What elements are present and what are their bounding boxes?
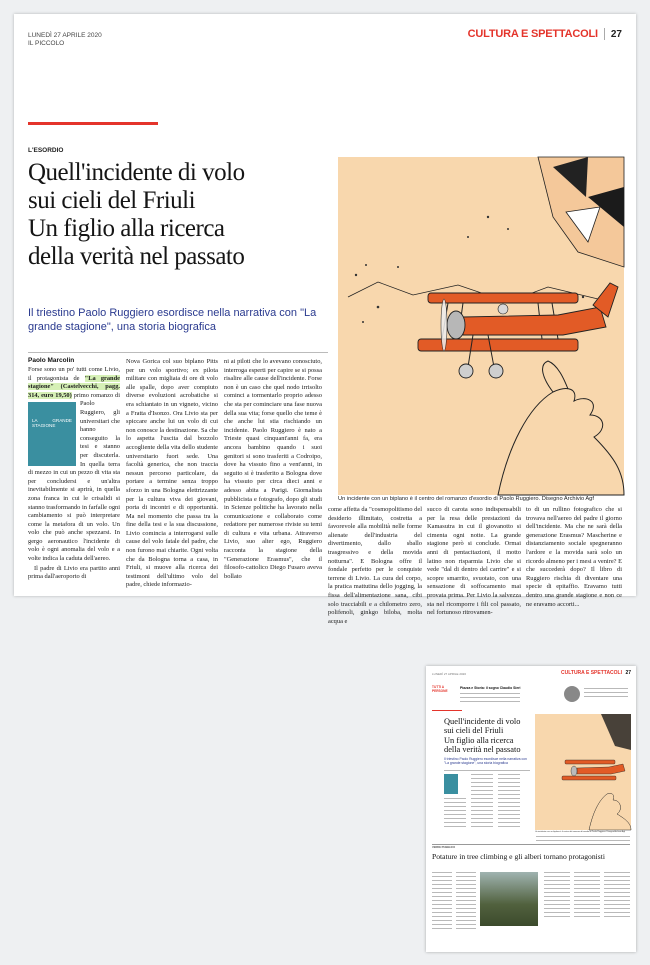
thumb-text-line — [604, 884, 630, 885]
article-column-4 — [328, 506, 422, 625]
thumb-text-line — [574, 912, 600, 913]
thumb-text-line — [498, 794, 520, 795]
thumb-text-line — [604, 900, 630, 901]
thumb-text-line — [456, 872, 476, 873]
thumb-text-line — [444, 814, 466, 815]
thumb-section2-label: VERDE PUBBLICO — [432, 846, 456, 849]
thumb-book-cover — [444, 774, 458, 794]
thumb-text-line — [432, 912, 452, 913]
thumb-text-line — [460, 697, 520, 698]
thumb-text-line — [432, 916, 452, 917]
book-cover-title: LA GRANDE STAGIONE — [32, 418, 72, 429]
thumb-text-line — [432, 872, 452, 873]
thumb-illustration — [535, 714, 631, 830]
paragraph: Nova Gorica col suo biplano Pitts per un volo sportivo; ex pilota militare con migliaia di ore di volo alle spalle, dopo aver compiuto diverse evoluzioni acrobatiche si era schiantato in un vigneto, vicino a Fratta d'Isonzo. Ora Livio sta per spiccare anche lui un volo di cui non conosce la destinazione. Sa che lo aspetta l'uscita dal bozzolo accogliente della vita dello studente universitario fuori sede. Una facoltà generica, che non traccia nessun percorso particolare, da portare a termine senza troppo sforzo in una Bologna elettrizzante per la cultura viva dei giovani, porta di incontri e di opportunità. Ma nel momento che passa tra la fine della tesi e la sua discussione, Livio comincia a interrogarsi sulle cause del volo fatale del padre, che non furono mai chiarite. Ogni volta che da Bologna torna a casa, in Friuli, si muove alla ricerca dei testimoni dell'ultimo volo del padre, chiede informazio- — [126, 358, 218, 589]
thumb-text-line — [584, 696, 628, 697]
thumb-text-line — [444, 818, 466, 819]
thumb-text-line — [604, 872, 630, 873]
thumb-text-line — [544, 912, 570, 913]
thumb-text-line — [498, 782, 520, 783]
thumb-text-line — [574, 872, 600, 873]
thumb-text-line — [574, 876, 600, 877]
book-cover-image — [28, 402, 76, 466]
page-header-right — [468, 28, 622, 40]
thumb-text-line — [471, 814, 493, 815]
illustration-caption: Un incidente con un biplano è il centro del romanzo d'esordio di Paolo Ruggiero. Disegno Archivio Agf — [338, 496, 594, 502]
thumb-caption: Un incidente con un biplano è il centro del romanzo d'esordio di Paolo Ruggiero. Disegno Archivio Agf — [535, 831, 625, 833]
thumb-page-number: 27 — [625, 670, 631, 676]
page-thumbnail[interactable] — [426, 666, 636, 952]
thumb-text-line — [471, 786, 493, 787]
thumb-text-line — [574, 896, 600, 897]
thumb-biplane — [535, 714, 631, 830]
thumb-trees-photo — [480, 872, 538, 926]
thumb-text-line — [456, 928, 476, 929]
thumb-text-line — [471, 802, 493, 803]
thumb-top-label: TUTTI A PERSONE — [432, 685, 448, 693]
thumb-section-separator — [432, 844, 630, 845]
thumb-text-line — [544, 916, 570, 917]
thumb-text-line — [432, 884, 452, 885]
thumb-text-line — [584, 688, 628, 689]
thumb-text-line — [471, 822, 493, 823]
thumb-text-line — [460, 693, 520, 694]
thumb-text-line — [498, 818, 520, 819]
thumb-text-line — [498, 798, 520, 799]
thumb-text-line — [498, 814, 520, 815]
thumb-text-line — [536, 836, 630, 837]
article-column-1 — [28, 366, 120, 588]
biplane-drawing — [338, 157, 624, 495]
thumb-section-title: CULTURA E SPETTACOLI — [560, 670, 622, 676]
thumb-text-line — [471, 818, 493, 819]
thumb-text-line — [498, 826, 520, 827]
thumb-text-line — [574, 916, 600, 917]
thumb-text-line — [498, 806, 520, 807]
thumb-text-line — [498, 774, 520, 775]
thumb-text-line — [432, 888, 452, 889]
thumb-text-line — [574, 908, 600, 909]
book-citation-highlight: "La grande stagione" (Castelvecchi, pagg. 314, euro 19,50) — [28, 374, 120, 399]
thumb-text-line — [471, 806, 493, 807]
thumb-top-title: Piazza e Storia: il sogno Claudio Sieri — [460, 686, 521, 690]
thumb-text-line — [456, 884, 476, 885]
article-byline: Paolo Marcolin — [28, 357, 75, 364]
thumb-text-line — [544, 880, 570, 881]
thumb-text-line — [456, 888, 476, 889]
thumb-portrait — [564, 686, 580, 702]
paragraph: Forse sono un po' tutti come Livio, il protagonista de "La grande stagione" (Castelvecchi, pagg. 314, euro 19,50) LA GRANDE STAGIONE primo romanzo di Paolo Ruggiero, gli universitari che hanno conseguito la tesi e stanno per discuterla. In quella terra di mezzo in cui un pezzo di vita sta per concludersi e un'altra inevitabilmente si aprirà, in quella zona franca in cui le crisalidi si stanno trasformando in farfalle ogni cambiamento si può interpretare come la metafora di un volo. Un volo che può anche spezzarsi. In gergo aeronautico l'incidente di volo è ogni anomalia del volo e a volte indica la caduta dell'aereo. — [28, 366, 120, 563]
thumb-text-line — [432, 900, 452, 901]
thumb-text-line — [498, 822, 520, 823]
thumb-text-line — [604, 912, 630, 913]
headline-line: della verità nel passato — [28, 243, 245, 270]
thumb-text-line — [432, 920, 452, 921]
thumb-header-left: LUNEDÌ 27 APRILE 2020 — [432, 672, 467, 676]
page-number: 27 — [610, 28, 622, 40]
thumb-text-line — [456, 904, 476, 905]
thumb-text-line — [432, 892, 452, 893]
article-kicker: L'ESORDIO — [28, 147, 64, 154]
thumb-text-line — [471, 826, 493, 827]
thumb-text-line — [471, 794, 493, 795]
thumb-text-line — [574, 900, 600, 901]
thumb-text-line — [604, 888, 630, 889]
thumb-text-line — [456, 896, 476, 897]
thumb-text-line — [498, 802, 520, 803]
thumb-text-line — [460, 701, 520, 702]
paragraph: come affetta da "cosmopolitismo del desiderio illimitato, costretta a favorevole alla mobilità nelle forme alienate dell'industria del divertimento, dallo sballo trasgressivo e della movida notturna". E Bologna offre il fondale perfetto per le conquiste terrene di Livio. La cura del corpo, la pratica mattutina dello jogging, la fissa dell'alimentazione sana, cibi solo tracciabili e a chilometro zero, polifenoli, ginkgo biloba, molta acqua e — [328, 506, 422, 625]
thumb-text-line — [444, 798, 466, 799]
article-headline — [28, 159, 338, 271]
thumb-text-line — [456, 900, 476, 901]
thumb-text-line — [498, 778, 520, 779]
thumb-text-line — [432, 876, 452, 877]
thumb-text-line — [456, 892, 476, 893]
thumb-text-line — [471, 774, 493, 775]
thumb-text-line — [456, 880, 476, 881]
thumb-text-line — [471, 782, 493, 783]
paragraph: Il padre di Livio era partito anni prima dall'aeroporto di — [28, 564, 120, 581]
thumb-text-line — [456, 916, 476, 917]
thumb-text-line — [471, 778, 493, 779]
thumb-text-line — [498, 810, 520, 811]
thumb-text-line — [471, 810, 493, 811]
header-divider — [604, 28, 605, 40]
page-header-left — [28, 32, 102, 48]
section-title: CULTURA E SPETTACOLI — [467, 28, 598, 40]
thumb-text-line — [574, 884, 600, 885]
thumb-text-line — [584, 692, 628, 693]
thumb-text-line — [604, 896, 630, 897]
paragraph: to di un rullino fotografico che si trovava nell'aereo del padre il giorno dell'incidente. Ma che ne sarà della generazione Erasmus? Mascherine e distanziamento sociale spegneranno l'ardore e la movida sarà solo un ricordo almeno per i mesi a venire? E che succederà dopo? Il libro di Ruggiero rischia di diventare una specie di epitaffio. Eravamo tutti dentro una grande stagione e non ce ne eravamo accorti... — [526, 506, 622, 608]
thumb-text-line — [456, 876, 476, 877]
header-date: LUNEDÌ 27 APRILE 2020 — [28, 32, 102, 39]
thumb-text-line — [574, 892, 600, 893]
thumb-text-line — [498, 786, 520, 787]
thumb-text-line — [544, 888, 570, 889]
thumb-text-line — [444, 802, 466, 803]
thumb-section-rule — [432, 710, 462, 711]
thumb-text-line — [444, 810, 466, 811]
thumb-text-line — [456, 920, 476, 921]
thumb-headline: Quell'incidente di volo sui cieli del Friuli Un figlio alla ricerca della verità nel passato — [444, 717, 521, 755]
thumb-text-line — [544, 884, 570, 885]
thumb-text-line — [544, 904, 570, 905]
thumb-text-line — [432, 880, 452, 881]
thumb-subtitle: Il triestino Paolo Ruggiero esordisce nella narrativa con "La grande stagione", una storia biografica — [444, 757, 527, 766]
headline-line: Un figlio alla ricerca — [28, 215, 225, 242]
thumb-text-line — [471, 798, 493, 799]
thumb-text-line — [432, 924, 452, 925]
header-paper: IL PICCOLO — [28, 40, 65, 47]
subtitle-rule — [28, 352, 328, 353]
thumb-text-line — [432, 908, 452, 909]
thumb-text-line — [604, 916, 630, 917]
thumb-section2-title: Potature in tree climbing e gli alberi tornano protagonisti — [432, 852, 605, 861]
section-rule — [28, 122, 158, 125]
thumb-text-line — [604, 880, 630, 881]
newspaper-page — [14, 14, 636, 625]
thumb-text-line — [574, 904, 600, 905]
thumb-text-line — [432, 928, 452, 929]
thumb-divider — [444, 770, 530, 771]
thumb-text-line — [444, 826, 466, 827]
thumb-text-line — [574, 880, 600, 881]
thumb-text-line — [498, 790, 520, 791]
thumb-text-line — [444, 806, 466, 807]
thumb-text-line — [574, 888, 600, 889]
thumb-text-line — [432, 896, 452, 897]
thumb-text-line — [456, 908, 476, 909]
thumb-text-line — [471, 790, 493, 791]
biplane-illustration — [338, 157, 624, 495]
thumb-text-line — [604, 904, 630, 905]
paragraph: succo di carota sono indispensabili per la resa delle prestazioni da Kamasutra in cui il giovanotto si cimenta ogni notte. La grande stagione però si conclude. Ormai anni di pentacitazioni, il motto latino non risparmia Livio che si vede "dal di dentro del carrire" e si scopre smarrito, svuotato, con una sensazione di soffocamento mai provata prima. Per Livio la salvezza sta nel ricomporre i fili col passato, nel fortunoso ritrovamen- — [427, 506, 521, 617]
headline-line: Quell'incidente di volo — [28, 159, 245, 186]
headline-line: sui cieli del Friuli — [28, 187, 196, 214]
thumb-text-line — [444, 822, 466, 823]
article-column-6 — [526, 506, 622, 608]
article-column-5 — [427, 506, 521, 617]
thumb-text-line — [604, 892, 630, 893]
thumb-text-line — [544, 900, 570, 901]
thumb-text-line — [456, 912, 476, 913]
article-subtitle: Il triestino Paolo Ruggiero esordisce nella narrativa con "La grande stagione", una storia biografica — [28, 307, 317, 333]
thumb-text-line — [432, 904, 452, 905]
thumb-text-line — [604, 908, 630, 909]
article-column-3 — [224, 358, 322, 588]
thumb-text-line — [604, 876, 630, 877]
thumb-text-line — [544, 908, 570, 909]
thumb-text-line — [544, 876, 570, 877]
thumb-text-line — [536, 840, 630, 841]
thumb-text-line — [544, 896, 570, 897]
paragraph: ni ai piloti che lo avevano conosciuto, interroga esperti per capire se si possa risalire alle cause dell'incidente. Forse non è un caso che quel nodo irrisolto cominci a tormentarlo proprio adesso che sta per cominciare una fase nuova della sua vita; forse quello che teme è che anche lui stia rischiando un incidente. Paolo Ruggiero è nato a Trieste quasi cinquant'anni fa, era ancora bambino quando i suoi genitori si sono trasferiti a Codroipo, dove ha vissuto fino a vent'anni, in seguito si è trasferito a Bologna dove ha vissuto per circa dieci anni e adesso abita a Parigi. Giornalista pubblicista e fotografo, dopo gli studi in Scienze politiche ha lavorato nella comunicazione e collaborato come redattore per numerose riviste su temi di cultura e vita urbana. Attraverso Livio, suo alter ego, Ruggiero racconta la stagione della "Generazione Erasmus", che il filosofo-cattolico Diego Fusaro aveva bollato — [224, 358, 322, 580]
article-column-2 — [126, 358, 218, 588]
thumb-text-line — [544, 892, 570, 893]
thumb-text-line — [456, 924, 476, 925]
thumb-text-line — [544, 872, 570, 873]
